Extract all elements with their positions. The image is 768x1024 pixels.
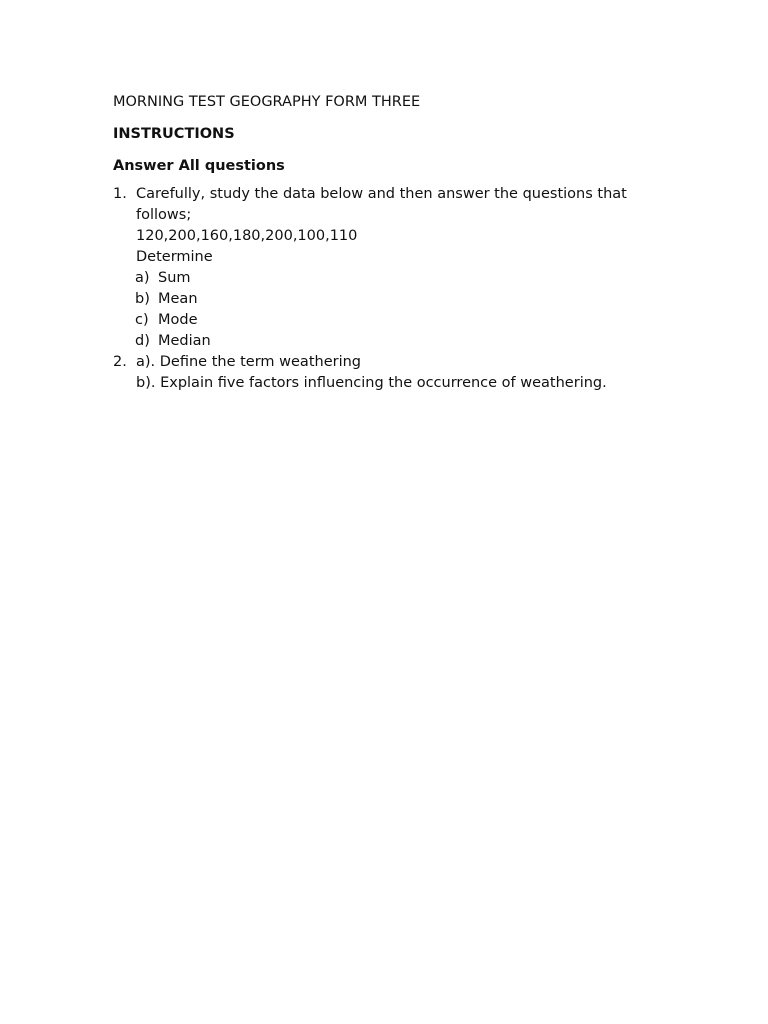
subpart-letter: d) — [135, 333, 150, 349]
instructions-heading: INSTRUCTIONS — [113, 126, 235, 142]
subpart-item — [113, 289, 713, 310]
subpart-item — [113, 310, 713, 331]
document-title: MORNING TEST GEOGRAPHY FORM THREE — [113, 94, 421, 110]
subpart-text: Sum — [158, 270, 191, 286]
subpart-item — [113, 331, 713, 352]
question-text-line: b). Explain five factors influencing the occurrence of weathering. — [136, 375, 607, 391]
data-values-line: 120,200,160,180,200,100,110 — [136, 228, 358, 244]
document-page — [113, 92, 713, 394]
subpart-text: Mode — [158, 312, 198, 328]
instructions-text: Answer All questions — [113, 158, 285, 174]
question-text-line: Carefully, study the data below and then answer the questions that — [136, 186, 627, 202]
subpart-text: Mean — [158, 291, 198, 307]
question-2 — [113, 352, 713, 394]
question-text-line: Determine — [136, 249, 213, 265]
subpart-letter: a) — [135, 270, 150, 286]
subpart-item — [113, 268, 713, 289]
question-text-line: a). Define the term weathering — [136, 354, 361, 370]
question-text-line: follows; — [136, 207, 192, 223]
subpart-letter: c) — [135, 312, 149, 328]
subpart-letter: b) — [135, 291, 150, 307]
question-list — [113, 184, 713, 394]
question-1 — [113, 184, 713, 268]
question-number: 2. — [113, 354, 127, 370]
subpart-text: Median — [158, 333, 211, 349]
question-number: 1. — [113, 186, 127, 202]
